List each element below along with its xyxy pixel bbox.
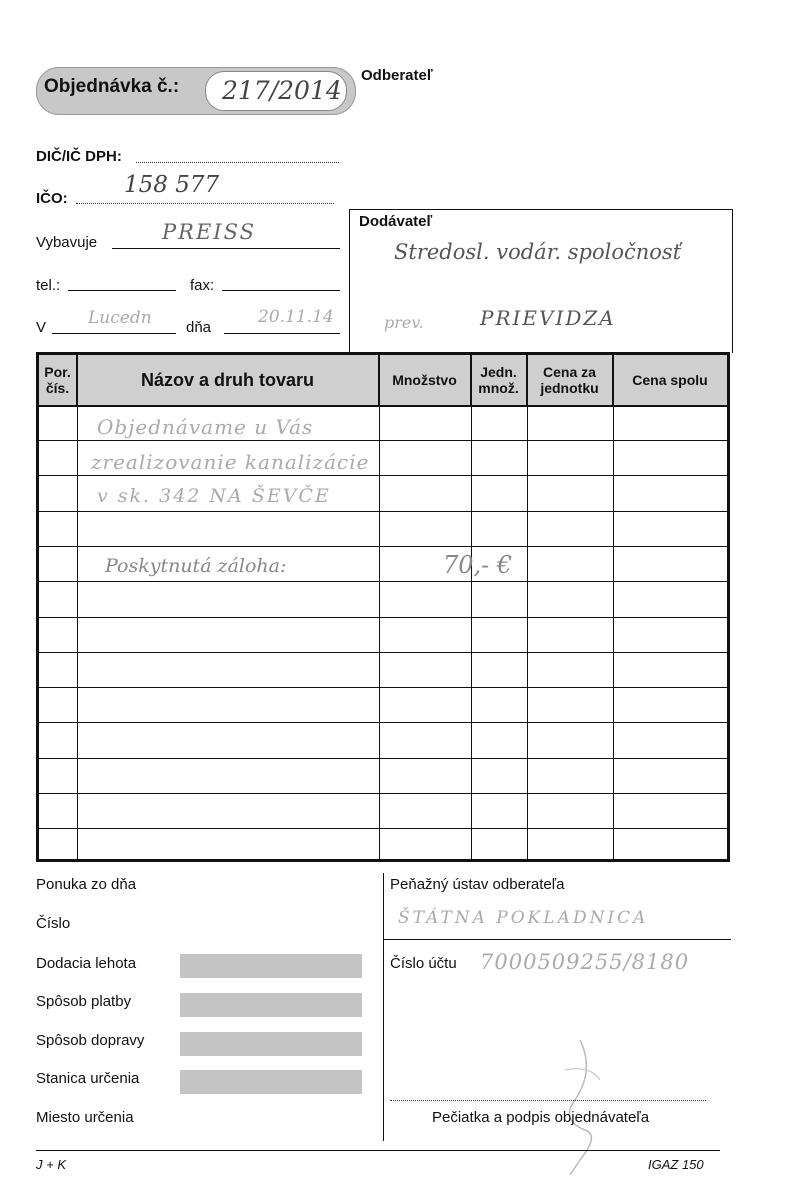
table-row[interactable] xyxy=(39,793,727,794)
issued-by-label: Vybavuje xyxy=(36,234,98,251)
supplier-city: PRIEVIDZA xyxy=(480,306,616,330)
publisher-mark: J + K xyxy=(36,1157,66,1172)
item-handwritten-line: Objednávame u Vás xyxy=(97,415,314,439)
col-divider xyxy=(527,355,528,859)
col-divider xyxy=(471,355,472,859)
table-row[interactable] xyxy=(39,687,727,688)
delivery-term-label: Dodacia lehota xyxy=(36,955,137,972)
date-value: 20.11.14 xyxy=(258,307,334,327)
place-field[interactable] xyxy=(52,333,176,334)
issued-by-field[interactable] xyxy=(112,248,340,249)
col-header-total: Cena spolu xyxy=(613,355,727,405)
destination-station-field[interactable] xyxy=(180,1070,362,1094)
col-divider xyxy=(613,355,614,859)
payment-method-field[interactable] xyxy=(180,993,362,1017)
table-row[interactable] xyxy=(39,652,727,653)
table-row[interactable] xyxy=(39,511,727,512)
issued-by-value: PREISS xyxy=(162,220,256,244)
destination-station-label: Stanica určenia xyxy=(36,1070,140,1087)
table-row[interactable] xyxy=(39,828,727,829)
date-field[interactable] xyxy=(224,333,340,334)
signature-image xyxy=(540,1030,620,1180)
place-label: V xyxy=(36,319,47,336)
tel-field[interactable] xyxy=(68,290,176,291)
delivery-term-field[interactable] xyxy=(180,954,362,978)
signature-line[interactable] xyxy=(390,1100,706,1101)
offer-number-label: Číslo xyxy=(36,915,71,932)
destination-place-label: Miesto určenia xyxy=(36,1109,134,1126)
col-header-unit: Jedn. množ. xyxy=(471,355,527,405)
dic-field[interactable] xyxy=(136,162,339,163)
customer-label: Odberateľ xyxy=(361,67,433,84)
transport-method-field[interactable] xyxy=(180,1032,362,1056)
order-number: 217/2014 xyxy=(222,76,342,105)
bank-value: ŠTÁTNA POKLADNICA xyxy=(398,908,649,928)
col-header-name: Názov a druh tovaru xyxy=(77,355,379,405)
items-table xyxy=(36,352,730,862)
table-row[interactable] xyxy=(39,546,727,547)
footer-divider xyxy=(383,873,384,1141)
col-header-number: Por. čís. xyxy=(39,355,77,405)
header-divider xyxy=(39,405,727,407)
supplier-line2-prefix: prev. xyxy=(384,313,424,332)
transport-method-label: Spôsob dopravy xyxy=(36,1032,145,1049)
account-label: Číslo účtu xyxy=(390,955,457,972)
ico-label: IČO: xyxy=(36,190,68,207)
table-row[interactable] xyxy=(39,722,727,723)
payment-method-label: Spôsob platby xyxy=(36,993,132,1010)
place-value: Lucedn xyxy=(88,308,152,328)
col-divider xyxy=(77,355,78,859)
item-handwritten-line: zrealizovanie kanalizácie xyxy=(91,450,370,474)
signature-label: Pečiatka a podpis objednávateľa xyxy=(432,1109,650,1126)
fax-field[interactable] xyxy=(222,290,340,291)
order-label: Objednávka č.: xyxy=(44,76,180,97)
table-row[interactable] xyxy=(39,758,727,759)
footer-rule xyxy=(36,1150,720,1151)
offer-date-label: Ponuka zo dňa xyxy=(36,876,137,893)
ico-value: 158 577 xyxy=(124,172,220,198)
supplier-label: Dodávateľ xyxy=(359,213,433,230)
col-divider xyxy=(379,355,380,859)
fax-label: fax: xyxy=(190,277,215,294)
bank-field[interactable] xyxy=(383,939,731,940)
col-header-quantity: Množstvo xyxy=(379,355,471,405)
table-row[interactable] xyxy=(39,617,727,618)
account-value: 7000509255/8180 xyxy=(480,950,690,974)
form-code: IGAZ 150 xyxy=(648,1157,704,1172)
tel-label: tel.: xyxy=(36,277,61,294)
col-header-unit-price: Cena za jednotku xyxy=(527,355,613,405)
table-row[interactable] xyxy=(39,440,727,441)
table-row[interactable] xyxy=(39,475,727,476)
deposit-amount: 70,- € xyxy=(443,551,513,579)
bank-label: Peňažný ústav odberateľa xyxy=(390,876,565,893)
table-row[interactable] xyxy=(39,581,727,582)
item-handwritten-line: v sk. 342 NA ŠEVČE xyxy=(97,485,331,507)
dic-label: DIČ/IČ DPH: xyxy=(36,148,122,165)
ico-field[interactable] xyxy=(76,203,334,204)
item-handwritten-line: Poskytnutá záloha: xyxy=(105,555,287,577)
date-label: dňa xyxy=(186,319,212,336)
supplier-name: Stredosl. vodár. spoločnosť xyxy=(394,240,682,264)
